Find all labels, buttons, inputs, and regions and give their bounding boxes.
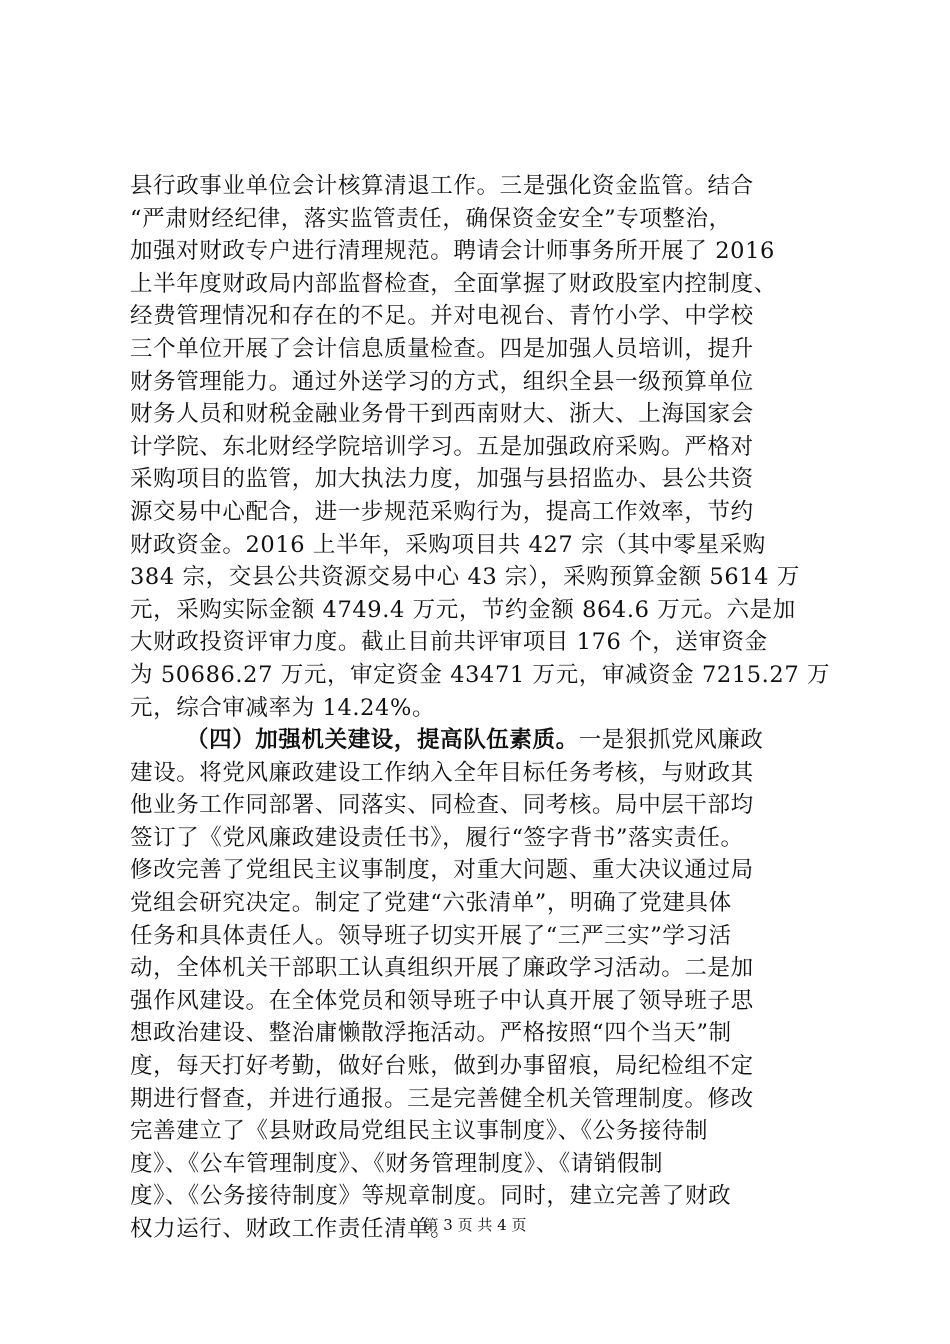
text-line: 期进行督查，并进行通报。三是完善健全机关管理制度。修改 (130, 1085, 754, 1112)
text-line: 大财政投资评审力度。截止目前共评审项目 176 个，送审资金 (130, 629, 768, 656)
text-line: 计学院、东北财经学院培训学习。五是加强政府采购。严格对 (130, 433, 754, 460)
text-line: 任务和具体责任人。领导班子切实开展了“三严三实”学习活 (130, 922, 732, 949)
text-line: 党组会研究决定。制定了党建“六张清单”，明确了党建具体 (130, 890, 732, 917)
section-heading-line (130, 724, 850, 757)
text-line: 强作风建设。在全体党员和领导班子中认真开展了领导班子思 (130, 987, 754, 1014)
text-line: 384 宗，交县公共资源交易中心 43 宗），采购预算金额 5614 万 (130, 564, 800, 591)
text-line: 上半年度财政局内部监督检查，全面掌握了财政股室内控制度、 (130, 270, 777, 297)
text-line: 建设。将党风廉政建设工作纳入全年目标任务考核，与财政其 (130, 759, 754, 786)
text-line: 元，综合审减率为 14.24%。 (130, 694, 436, 721)
text-line: 财政资金。2016 上半年，采购项目共 427 宗（其中零星采购 (130, 531, 766, 558)
text-line: 他业务工作同部署、同落实、同检查、同考核。局中层干部均 (130, 792, 754, 819)
text-line: “严肃财经纪律，落实监管责任，确保资金安全”专项整治， (130, 205, 732, 232)
page-footer: 第 3 页 共 4 页 (423, 1216, 527, 1234)
text-line: 度》、《公务接待制度》等规章制度。同时，建立完善了财政 (130, 1183, 732, 1210)
text-line: 采购项目的监管，加大执法力度，加强与县招监办、县公共资 (130, 466, 754, 493)
section-heading: （四）加强机关建设，提高队伍素质。 (186, 727, 579, 754)
text-line: 度，每天打好考勤，做好台账，做到办事留痕，局纪检组不定 (130, 1053, 754, 1080)
text-line: 修改完善了党组民主议事制度，对重大问题、重大决议通过局 (130, 857, 754, 884)
text-line: 度》、《公车管理制度》、《财务管理制度》、《请销假制 (130, 1150, 664, 1177)
text-line: 三个单位开展了会计信息质量检查。四是加强人员培训，提升 (130, 335, 754, 362)
text-line: 县行政事业单位会计核算清退工作。三是强化资金监管。结合 (130, 173, 754, 199)
text-line: 元，采购实际金额 4749.4 万元，节约金额 864.6 万元。六是加 (130, 596, 796, 623)
text-line: 经费管理情况和存在的不足。并对电视台、青竹小学、中学校 (130, 303, 754, 330)
text-line: 签订了《党风廉政建设责任书》，履行“签字背书”落实责任。 (130, 824, 744, 851)
text-line: 加强对财政专户进行清理规范。聘请会计师事务所开展了 2016 (130, 238, 775, 265)
text-line: 财务管理能力。通过外送学习的方式，组织全县一级预算单位 (130, 368, 754, 395)
document-body (130, 170, 850, 1246)
text-line: 源交易中心配合，进一步规范采购行为，提高工作效率，节约 (130, 498, 754, 525)
text-line: 想政治建设、整治庸懒散浮拖活动。严格按照“四个当天”制 (130, 1020, 732, 1047)
text-line: 权力运行、财政工作责任清单。 (130, 1216, 454, 1242)
text-line: 完善建立了《县财政局党组民主议事制度》、《公务接待制 (130, 1118, 709, 1145)
text-line: 动，全体机关干部职工认真组织开展了廉政学习活动。二是加 (130, 955, 754, 982)
text-line: 财务人员和财税金融业务骨干到西南财大、浙大、上海国家会 (130, 401, 754, 428)
section-heading-rest: 一是狠抓党风廉政 (578, 727, 764, 754)
text-line: 为 50686.27 万元，审定资金 43471 万元，审减资金 7215.27 万 (130, 661, 831, 688)
